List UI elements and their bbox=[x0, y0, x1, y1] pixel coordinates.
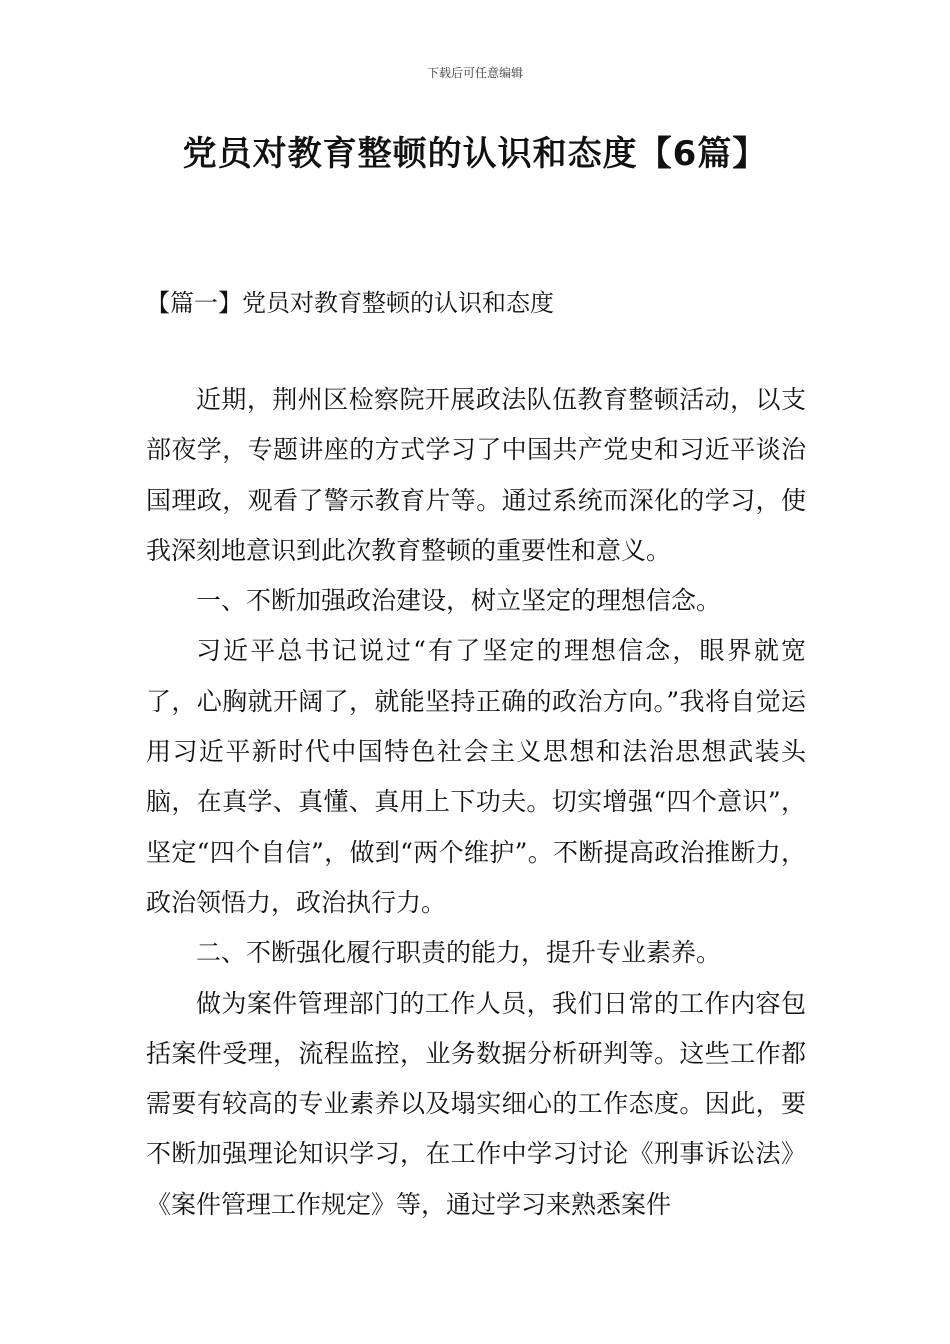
section-heading: 【篇一】党员对教育整顿的认识和态度 bbox=[146, 289, 554, 317]
paragraph-intro: 近期，荆州区检察院开展政法队伍教育整顿活动，以支部夜学，专题讲座的方式学习了中国共产党史和习近平谈治国理政，观看了警示教育片等。通过系统而深化的学习，使我深刻地意识到此次教育整顿的重要性和意义。 bbox=[146, 385, 806, 565]
paragraph-point-two-body: 做为案件管理部门的工作人员，我们日常的工作内容包括案件受理，流程监控，业务数据分析研判等。这些工作都需要有较高的专业素养以及塌实细心的工作态度。因此，要不断加强理论知识学习，在工作中学习讨论《刑事诉讼法》《案件管理工作规定》等，通过学习来熟悉案件 bbox=[146, 988, 806, 1219]
paragraph-point-one-body: 习近平总书记说过“有了坚定的理想信念，眼界就宽了，心胸就开阔了，就能坚持正确的政治方向。”我将自觉运用习近平新时代中国特色社会主义思想和法治思想武装头脑，在真学、真懂、真用上下功夫。切实增强“四个意识”，坚定“四个自信”，做到“两个维护”。不断提高政治推断力，政治领悟力，政治执行力。 bbox=[146, 636, 806, 917]
document-title: 党员对教育整顿的认识和态度【6篇】 bbox=[182, 134, 768, 174]
document-body bbox=[146, 375, 806, 1230]
download-note: 下载后可任意编辑 bbox=[426, 66, 523, 80]
paragraph-point-two-heading: 二、不断强化履行职责的能力，提升专业素养。 bbox=[196, 938, 722, 968]
paragraph-point-one-heading: 一、不断加强政治建设，树立坚定的理想信念。 bbox=[196, 586, 722, 616]
